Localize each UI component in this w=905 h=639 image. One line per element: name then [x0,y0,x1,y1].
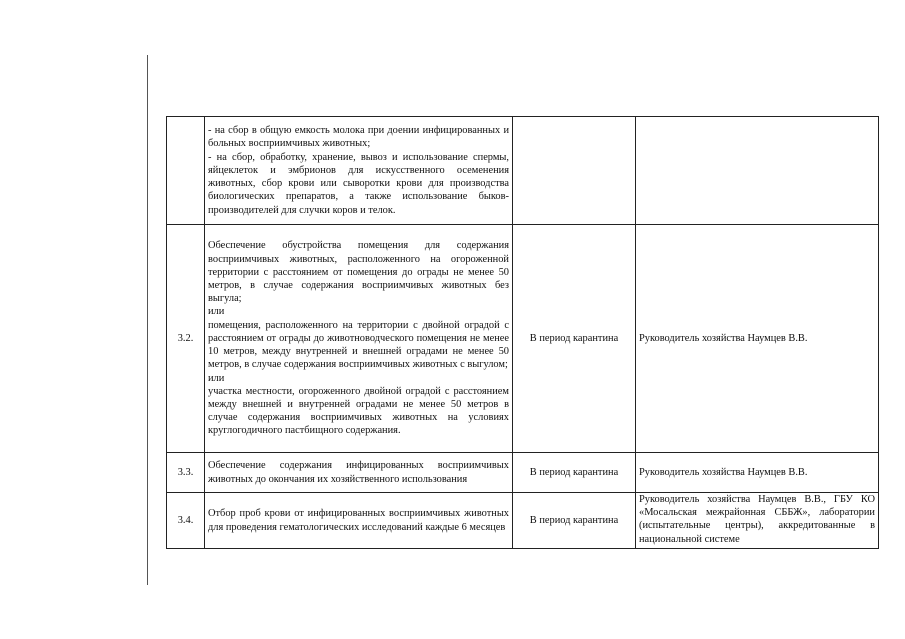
term-cell: В период карантина [513,453,636,493]
action-paragraph: участка местности, огороженного двойной оградой с расстоянием между внешней и внутренней оградами не менее 50 метров в случае содержания восприимчивых животных на условиях круглогодичного пастбищного содержания. [208,385,509,437]
action-cell [205,493,513,549]
table-row [167,117,879,225]
term-cell: В период карантина [513,493,636,549]
action-paragraph: или [208,306,225,318]
row-number [167,117,205,225]
responsible-cell [636,493,879,549]
action-cell [205,225,513,453]
responsible-text: Руководитель хозяйства Наумцев В.В. [639,466,808,478]
row-number: 3.2. [167,225,205,453]
table-row [167,453,879,493]
table-row [167,225,879,453]
responsible-cell [636,453,879,493]
action-paragraph: - на сбор в общую емкость молока при доении инфицированных и больных восприимчивых животных; [208,125,509,150]
plan-table [166,116,879,549]
term-cell: В период карантина [513,225,636,453]
responsible-text: Руководитель хозяйства Наумцев В.В. [639,332,808,344]
row-number: 3.3. [167,453,205,493]
action-cell [205,453,513,493]
responsible-cell [636,117,879,225]
action-paragraph: - на сбор, обработку, хранение, вывоз и использование спермы, яйцеклеток и эмбрионов для искусственного осеменения животных, сбор крови или сыворотки крови для производства биологических препаратов, а также использование быков-производителей для случки коров и телок. [208,151,509,216]
action-paragraph: или [208,372,225,384]
responsible-cell [636,225,879,453]
row-number: 3.4. [167,493,205,549]
margin-rule [147,55,148,585]
table-row [167,493,879,549]
action-paragraph: Обеспечение обустройства помещения для содержания восприимчивых животных, расположенного на огороженной территории с расстоянием от помещения до ограды не менее 50 метров, в случае содержания восприимчивых животных без выгула; [208,240,509,305]
responsible-text: Руководитель хозяйства Наумцев В.В., ГБУ КО «Мосальская межрайонная СББЖ», лаборатории (испытательные центры), аккредитованные в национальной системе [639,494,875,545]
action-cell [205,117,513,225]
term-cell [513,117,636,225]
action-paragraph: Обеспечение содержания инфицированных восприимчивых животных до окончания их хозяйственного использования [208,460,509,485]
action-paragraph: Отбор проб крови от инфицированных восприимчивых животных для проведения гематологических исследований каждые 6 месяцев [208,508,509,533]
action-paragraph: помещения, расположенного на территории с двойной оградой с расстоянием от ограды до животноводческого помещения не менее 10 метров, между внутренней и внешней оградами не менее 50 метров, в случае содержания восприимчивых животных с выгулом; [208,319,509,371]
